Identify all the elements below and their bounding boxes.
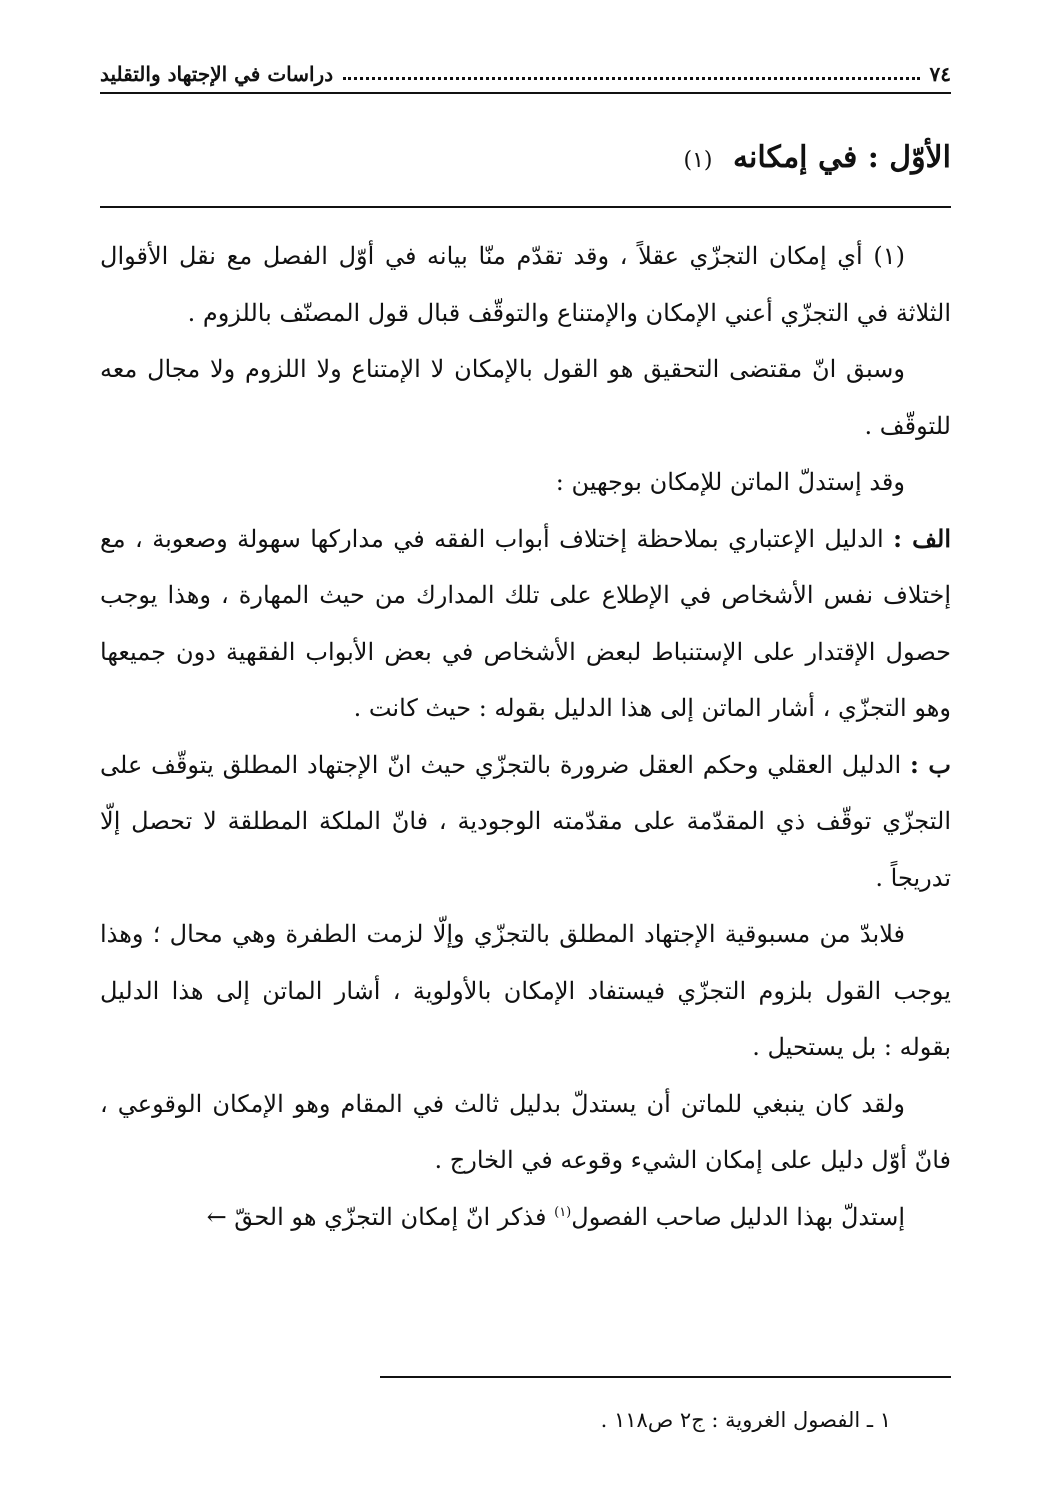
page-number: ٧٤ (929, 62, 951, 86)
item-label-beh: ب : (909, 749, 951, 779)
paragraph: (١) أي إمكان التجزّي عقلاً ، وقد تقدّم منّا بيانه في أوّل الفصل مع نقل الأقوال الثلاثة في التجزّي أعني الإمكان والإمتناع والتوقّف قبال قول المصنّف باللزوم . (100, 242, 951, 327)
last-line-text: إستدلّ بهذا الدليل صاحب الفصول (571, 1202, 905, 1231)
paragraph: وقد إستدلّ الماتن للإمكان بوجهين : (555, 468, 905, 496)
paragraph-alef (100, 511, 951, 737)
section-footnote-ref: (١) (683, 148, 713, 173)
item-text-beh: الدليل العقلي وحكم العقل ضرورة بالتجزّي حيث انّ الإجتهاد المطلق يتوقّف على التجزّي توقّف ذي المقدّمة على مقدّمته الوجودية ، فانّ الملكة المطلقة لا تحصل إلّا تدريجاً . (100, 750, 951, 892)
paragraph: وسبق انّ مقتضى التحقيق هو القول بالإمكان لا الإمتناع ولا اللزوم ولا مجال معه للتوقّف . (100, 355, 951, 440)
last-line-continuation: فذكر انّ إمكان التجزّي هو الحقّ ← (206, 1202, 555, 1231)
inline-footnote-ref: (١) (554, 1204, 572, 1220)
running-header (100, 52, 951, 94)
paragraph: فلابدّ من مسبوقية الإجتهاد المطلق بالتجزّي وإلّا لزمت الطفرة وهي محال ؛ وهذا يوجب القول بلزوم التجزّي فيستفاد الإمكان بالأولوية ، أشار الماتن إلى هذا الدليل بقوله : بل يستحيل . (100, 920, 951, 1061)
paragraph: ولقد كان ينبغي للماتن أن يستدلّ بدليل ثالث في المقام وهو الإمكان الوقوعي ، فانّ أوّل دليل على إمكان الشيء وقوعه في الخارج . (100, 1089, 951, 1174)
paragraph-last (100, 1189, 951, 1246)
header-leader-dots (343, 77, 919, 80)
item-label-alef: الف : (893, 523, 951, 553)
section-heading (100, 128, 951, 208)
running-title: دراسات في الإجتهاد والتقليد (100, 62, 334, 86)
item-text-alef: الدليل الإعتباري بملاحظة إختلاف أبواب الفقه في مداركها سهولة وصعوبة ، مع إختلاف نفس الأشخاص في الإطلاع على تلك المدارك من حيث المهارة ، وهذا يوجب حصول الإقتدار على الإستنباط لبعض الأشخاص في بعض الأبواب الفقهية دون جميعها وهو التجزّي ، أشار الماتن إلى هذا الدليل بقوله : حيث كانت . (100, 524, 951, 722)
section-title: الأوّل : في إمكانه (732, 140, 951, 175)
commentary-body (100, 228, 951, 1245)
footnote: ١ ـ الفصول الغروية : ج٢ ص١١٨ . (600, 1408, 891, 1432)
paragraph-beh (100, 737, 951, 907)
footnote-divider (380, 1376, 951, 1378)
